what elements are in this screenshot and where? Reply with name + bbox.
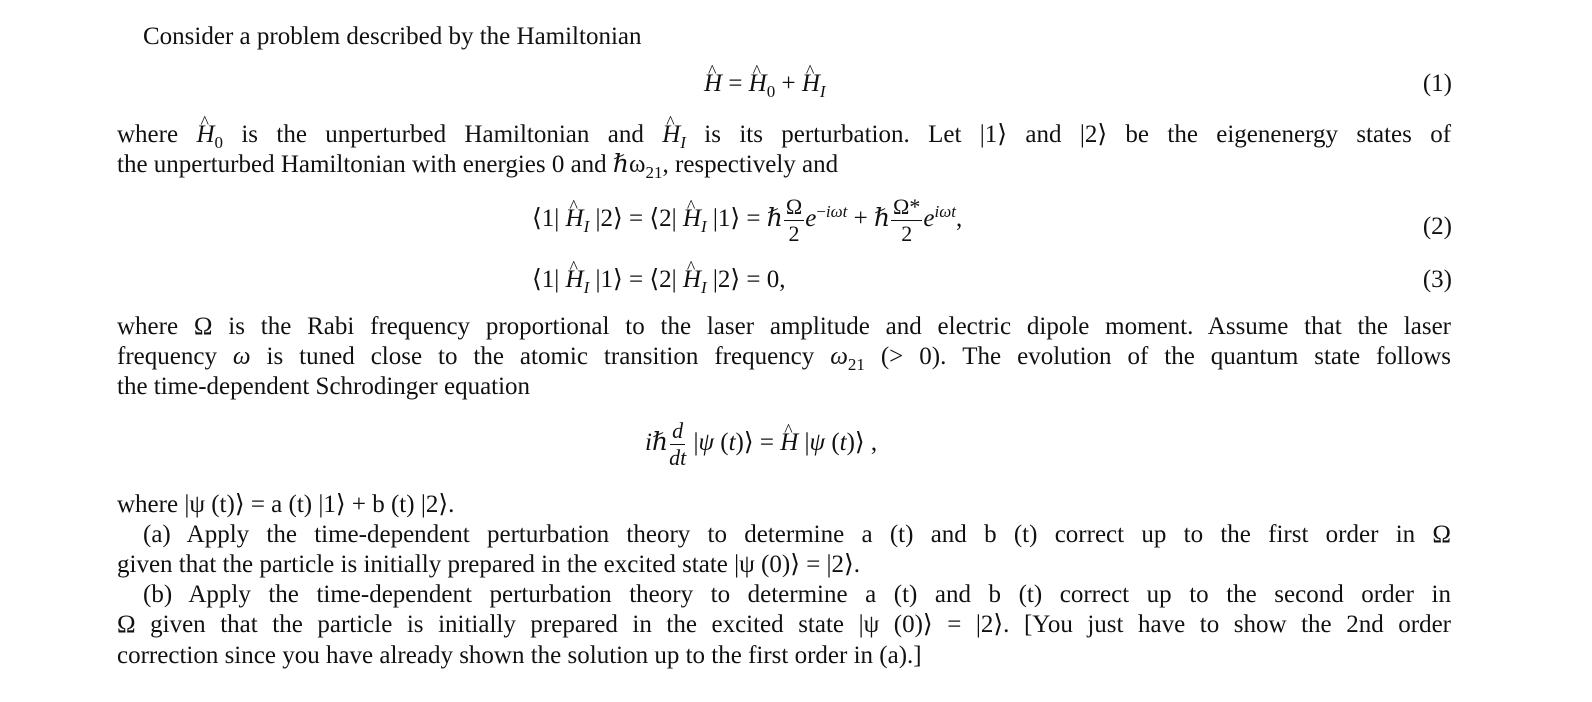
paragraph-4: where |ψ (t)⟩ = a (t) |1⟩ + b (t) |2⟩. — [117, 491, 455, 518]
intro-text: Consider a problem described by the Hamiltonian — [143, 23, 642, 50]
paragraph-3-line-2: frequency ω is tuned close to the atomic transition frequency $\omega_{21}$ (> 0). The evolution of the quantum state follows — [117, 343, 1452, 374]
equation-1: ^ H = ^ $H_0$ + ^ $H_I$ — [704, 69, 826, 99]
equation-2: ⟨1| ^ $H_I$ |2⟩ = ⟨2| ^ $H_I$ |1⟩ = ℏ $\frac{\Omega}{2}$ $e^{-i\omega t}$ + ℏ $\frac{\Omega*}{2}$ $e^{i\omega t}$, — [532, 196, 962, 245]
part-b-line-3: correction since you have already shown the solution up to the first order in (a).] — [117, 642, 922, 669]
paragraph-3-line-1: where Ω is the Rabi frequency proportional to the laser amplitude and electric dipole moment. Assume that the laser — [117, 313, 1451, 340]
part-a-line-2: given that the particle is initially prepared in the excited state |ψ (0)⟩ = |2⟩. — [117, 551, 861, 578]
equation-3-number: (3) — [1422, 266, 1452, 293]
paragraph-2-line-2: the unperturbed Hamiltonian with energies 0 and ℏω$_{21}$, respectively and — [117, 151, 839, 182]
part-a-line-1: (a) Apply the time-dependent perturbation theory to determine a (t) and b (t) correct up to the first order in Ω — [143, 521, 1451, 548]
equation-1-number: (1) — [1422, 70, 1452, 97]
part-b-line-2: Ω given that the particle is initially prepared in the excited state |ψ (0)⟩ = |2⟩. [You just have to show the 2nd order — [117, 611, 1451, 638]
paragraph-3-line-3: the time-dependent Schrodinger equation — [117, 373, 531, 400]
equation-3: ⟨1| ^ $H_I$ |1⟩ = ⟨2| ^ $H_I$ |2⟩ = 0, — [532, 265, 785, 295]
part-b-line-1: (b) Apply the time-dependent perturbation theory to determine a (t) and b (t) correct up to the second order in — [143, 581, 1451, 608]
schrodinger-equation: iℏ $\frac{d}{dt}$ |ψ (t)⟩ = ^ H |ψ (t)⟩ , — [645, 420, 877, 469]
equation-2-number: (2) — [1422, 213, 1452, 240]
paragraph-2-line-1: where ^ $H_0$ is the unperturbed Hamiltonian and ^ $H_I$ is its perturbation. Let |1⟩ and |2⟩ be the eigenenergy states of — [117, 120, 1451, 150]
